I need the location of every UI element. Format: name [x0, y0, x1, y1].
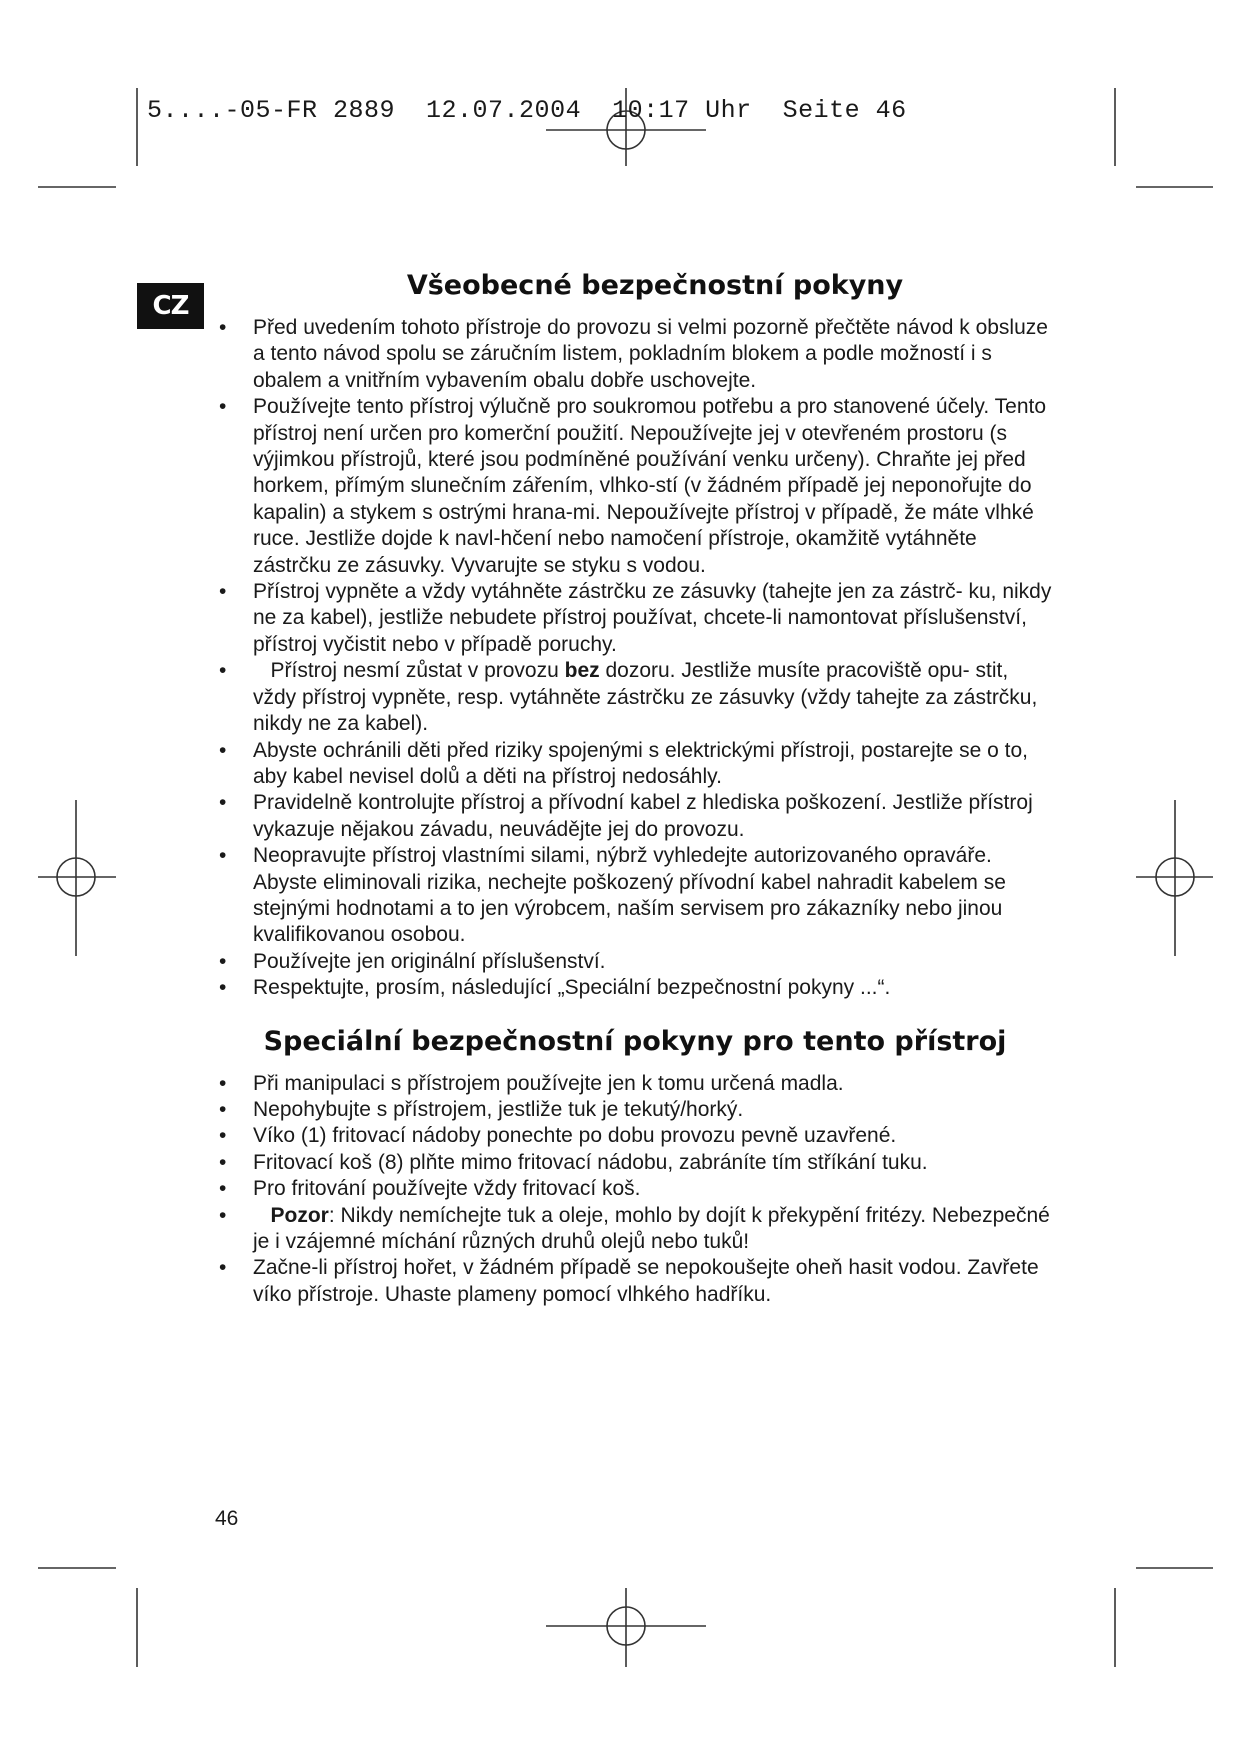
list-item: • Pro fritování používejte vždy fritovací koš.: [219, 1177, 641, 1201]
page-number: 46: [215, 1507, 239, 1530]
section-title-special-safety: Speciální bezpečnostní pokyny pro tento přístroj: [263, 1025, 1007, 1057]
list-item: • Při manipulaci s přístrojem používejte jen k tomu určená madla.: [219, 1071, 844, 1095]
language-tab: CZ: [137, 283, 204, 329]
list-item: • Neopravujte přístroj vlastními silami, nýbrž vyhledejte autorizovaného opraváře. Abyste eliminovali rizika, nechejte poškozený přívodní kabel nahradit kabelem se stejnými hodnotami a to jen výrobcem, naším servisem pro zákazníky nebo jinou kvalifikovanou osobou.: [219, 844, 1006, 947]
list-item: • Fritovací koš (8) plňte mimo fritovací nádobu, zabráníte tím stříkání tuku.: [219, 1150, 928, 1174]
list-item: • Používejte jen originální příslušenství.: [219, 949, 606, 973]
general-safety-list: [215, 315, 1055, 1002]
list-item: • Abyste ochránili děti před riziky spojenými s elektrickými přístroji, postarejte se o to, aby kabel nevisel dolů a děti na přístroj nedosáhly.: [219, 738, 1028, 788]
print-slug-line: 5....-05-FR 2889 12.07.2004 10:17 Uhr Seite 46: [147, 96, 907, 125]
list-item: • Přístroj vypněte a vždy vytáhněte zástrčku ze zásuvky (tahejte jen za zástrč- ku, nikdy ne za kabel), jestliže nebudete přístroj používat, chcete-li namontovat příslušenství, přístroj vyčistit nebo v případě poruchy.: [219, 580, 1052, 656]
list-item: • Víko (1) fritovací nádoby ponechte po dobu provozu pevně uzavřené.: [219, 1124, 897, 1148]
section-title-general-safety: Všeobecné bezpečnostní pokyny: [406, 270, 904, 301]
special-safety-list: [215, 1071, 1055, 1309]
list-item: • Používejte tento přístroj výlučně pro soukromou potřebu a pro stanovené účely. Tento přístroj není určen pro komerční použití. Nepoužívejte jej v otevřeném prostoru (s výjimkou přístrojů, které jsou podmíněné používání venku určeny). Chraňte jej před horkem, přímým slunečním zářením, vlhko-stí (v žádném případě jej neponořujte do kapalin) a stykem s ostrými hrana-mi. Nepoužívejte přístroj v případě, že máte vlhké ruce. Jestliže dojde k navl-hčení nebo namočení přístroje, okamžitě vytáhněte zástrčku ze zásuvky. Vyvarujte se styku s vodou.: [219, 395, 1047, 577]
list-item: • Před uvedením tohoto přístroje do provozu si velmi pozorně přečtěte návod k obsluze a tento návod spolu se záručním listem, pokladním blokem a podle možností i s obalem a vnitřním vybavením obalu dobře uschovejte.: [219, 316, 1048, 392]
list-item: • Začne-li přístroj hořet, v žádném případě se nepokoušejte oheň hasit vodou. Zavřete víko přístroje. Uhaste plameny pomocí vlhkého hadříku.: [219, 1256, 1039, 1306]
list-item: • Pravidelně kontrolujte přístroj a přívodní kabel z hlediska poškození. Jestliže přístroj vykazuje nějakou závadu, neuvádějte jej do provozu.: [219, 791, 1033, 841]
page-content: [215, 270, 1055, 1308]
list-item: • Nepohybujte s přístrojem, jestliže tuk je tekutý/horký.: [219, 1097, 744, 1121]
list-item: • Přístroj nesmí zůstat v provozu bez dozoru. Jestliže musíte pracoviště opu- stit, vždy přístroj vypněte, resp. vytáhněte zástrčku ze zásuvky (vždy tahejte za zástrčku, nikdy ne za kabel).: [219, 659, 1038, 736]
list-item: • Respektujte, prosím, následující „Speciální bezpečnostní pokyny ...“.: [219, 976, 891, 1000]
list-item: • Pozor: Nikdy nemíchejte tuk a oleje, mohlo by dojít k překypění fritézy. Nebezpečné je i vzájemné míchání různých druhů olejů nebo tuků!: [219, 1203, 1050, 1253]
